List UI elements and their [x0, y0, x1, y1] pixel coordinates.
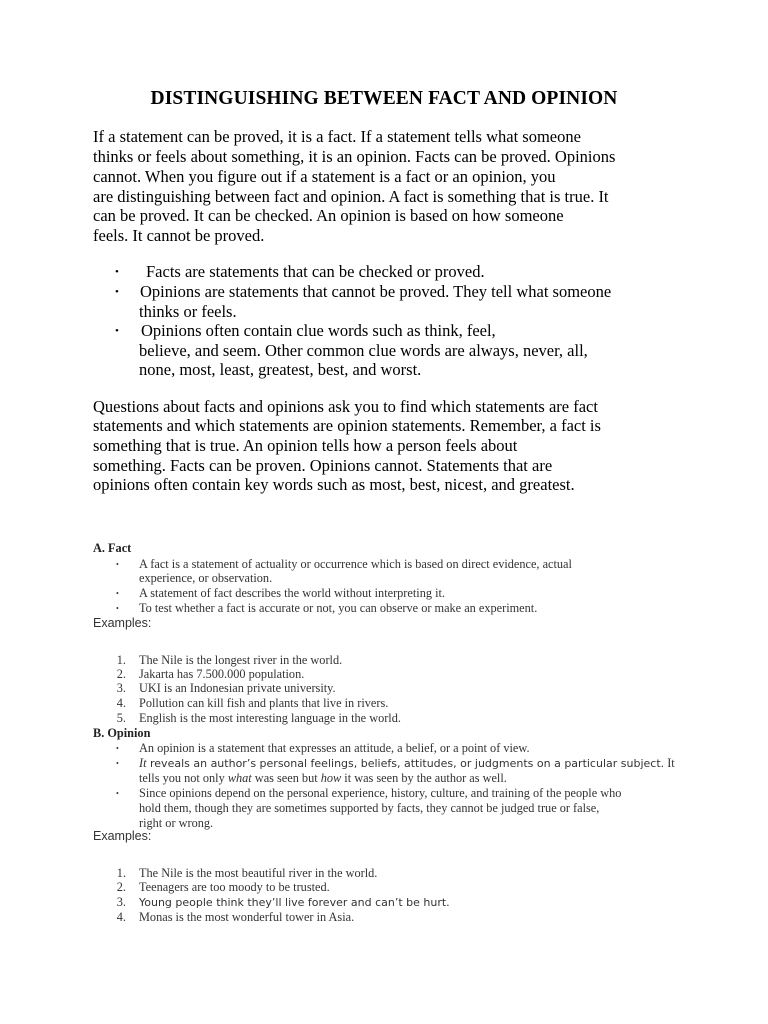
- bullet-icon: •: [116, 744, 119, 753]
- bullet-icon: •: [115, 266, 119, 278]
- list-number: 2.: [116, 880, 126, 894]
- fact-example: UKI is an Indonesian private university.: [139, 681, 336, 695]
- section-a-heading: A. Fact: [93, 541, 132, 555]
- bullet-item: Facts are statements that can be checked or proved.: [146, 262, 485, 281]
- fact-bullet: A fact is a statement of actuality or occurrence which is based on direct evidence, actual: [139, 557, 572, 571]
- bullet-icon: •: [115, 325, 119, 337]
- intro-line: feels. It cannot be proved.: [93, 226, 265, 245]
- examples-label: Examples:: [93, 616, 152, 630]
- opinion-bullet: An opinion is a statement that expresses an attitude, a belief, or a point of view.: [139, 741, 530, 755]
- intro-line: thinks or feels about something, it is an opinion. Facts can be proved. Opinions: [93, 147, 616, 166]
- italic-what: what: [227, 771, 252, 785]
- fact-example: Jakarta has 7.500.000 population.: [139, 667, 305, 681]
- bullet-icon: •: [115, 286, 119, 298]
- intro-line: If a statement can be proved, it is a fact. If a statement tells what someone: [93, 127, 581, 146]
- questions-line: Questions about facts and opinions ask you to find which statements are fact: [93, 397, 598, 416]
- questions-line: something that is true. An opinion tells how a person feels about: [93, 436, 518, 455]
- list-number: 2.: [116, 667, 126, 681]
- bullet-icon: •: [116, 789, 119, 798]
- questions-line: statements and which statements are opinion statements. Remember, a fact is: [93, 416, 601, 435]
- list-number: 4.: [116, 910, 126, 924]
- opinion-bullet-continued: right or wrong.: [139, 816, 214, 830]
- intro-line: cannot. When you figure out if a statement is a fact or an opinion, you: [93, 167, 556, 186]
- italic-it: It: [139, 756, 147, 770]
- opinion-bullet-continued: [139, 771, 507, 786]
- list-number: 5.: [116, 711, 126, 725]
- page-title: DISTINGUISHING BETWEEN FACT AND OPINION: [150, 88, 618, 109]
- bullet-item-continued: none, most, least, greatest, best, and worst.: [139, 360, 422, 379]
- list-number: 1.: [116, 653, 126, 667]
- bullet-icon: •: [116, 759, 119, 768]
- opinion-example: Teenagers are too moody to be trusted.: [139, 880, 330, 894]
- opinion-bullet-tail: It: [664, 756, 675, 770]
- bullet-item: Opinions are statements that cannot be proved. They tell what someone: [140, 282, 612, 301]
- bullet-icon: •: [116, 604, 119, 613]
- bullet-icon: •: [116, 560, 119, 569]
- list-number: 1.: [116, 866, 126, 880]
- fact-bullet: A statement of fact describes the world without interpreting it.: [139, 586, 445, 600]
- opinion-bullet: Since opinions depend on the personal experience, history, culture, and training of the people who: [139, 786, 622, 800]
- fact-example: The Nile is the longest river in the world.: [139, 653, 343, 667]
- examples-label: Examples:: [93, 829, 152, 843]
- fact-bullet: To test whether a fact is accurate or not, you can observe or make an experiment.: [139, 601, 538, 615]
- fact-bullet-continued: experience, or observation.: [139, 571, 273, 585]
- italic-how: how: [320, 771, 342, 785]
- opinion-example: The Nile is the most beautiful river in the world.: [139, 866, 378, 880]
- opinion-bullet-rest: reveals an author’s personal feelings, beliefs, attitudes, or judgments on a particular subject.: [146, 757, 665, 770]
- list-number: 4.: [116, 696, 126, 710]
- opinion-example: Young people think they’ll live forever and can’t be hurt.: [139, 896, 450, 909]
- opinion-example: Monas is the most wonderful tower in Asia.: [139, 910, 355, 924]
- questions-line: something. Facts can be proven. Opinions cannot. Statements that are: [93, 456, 553, 475]
- intro-line: can be proved. It can be checked. An opinion is based on how someone: [93, 206, 564, 225]
- bullet-item: Opinions often contain clue words such as think, feel,: [141, 321, 496, 340]
- bullet-item-continued: believe, and seem. Other common clue words are always, never, all,: [139, 341, 588, 360]
- fact-example: Pollution can kill fish and plants that live in rivers.: [139, 696, 389, 710]
- section-b-heading: B. Opinion: [93, 726, 151, 740]
- opinion-bullet-continued: hold them, though they are sometimes supported by facts, they cannot be judged true or false,: [139, 801, 600, 815]
- fact-example: English is the most interesting language in the world.: [139, 711, 401, 725]
- bullet-icon: •: [116, 589, 119, 598]
- opinion-text: was seen but: [251, 771, 321, 785]
- opinion-text: tells you not only: [139, 771, 228, 785]
- questions-line: opinions often contain key words such as most, best, nicest, and greatest.: [93, 475, 575, 494]
- opinion-bullet: [139, 756, 675, 771]
- list-number: 3.: [116, 895, 126, 909]
- intro-line: are distinguishing between fact and opinion. A fact is something that is true. It: [93, 187, 609, 206]
- opinion-text: it was seen by the author as well.: [341, 771, 507, 785]
- list-number: 3.: [116, 681, 126, 695]
- bullet-item-continued: thinks or feels.: [139, 302, 237, 321]
